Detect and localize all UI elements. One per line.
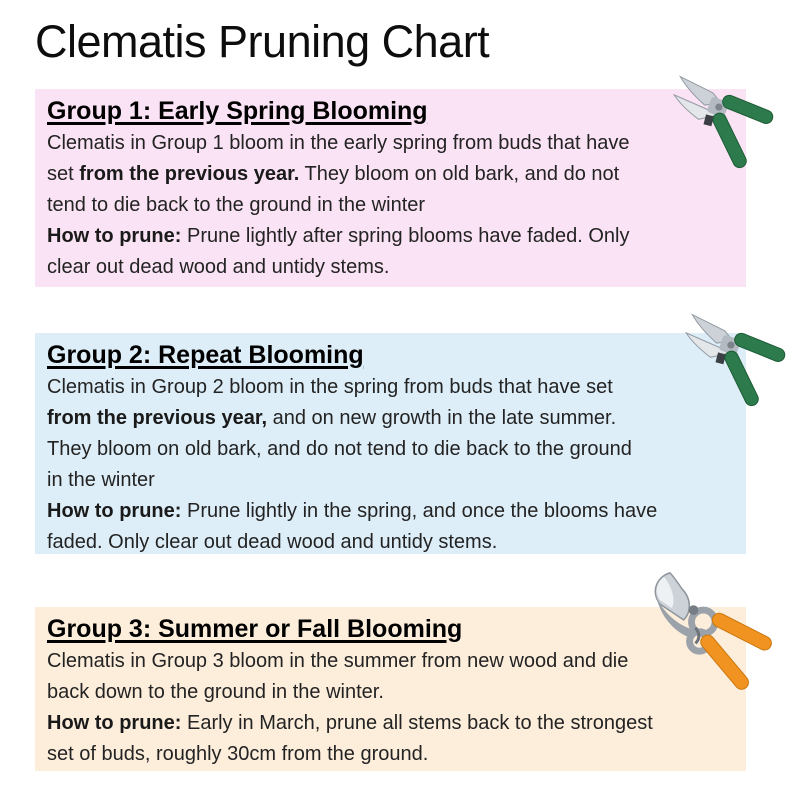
body-line: They bloom on old bark, and do not tend to die back to the ground bbox=[47, 438, 632, 460]
group-2-section bbox=[35, 333, 746, 554]
body-line: tend to die back to the ground in the winter bbox=[47, 194, 426, 216]
group-1-section bbox=[35, 89, 746, 287]
body-line: How to prune: Prune lightly in the spring, and once the blooms have bbox=[47, 500, 658, 522]
group-2-heading: Group 2: Repeat Blooming bbox=[47, 341, 364, 369]
body-line: How to prune: Early in March, prune all stems back to the strongest bbox=[47, 712, 653, 734]
body-line: clear out dead wood and untidy stems. bbox=[47, 256, 390, 278]
body-line: in the winter bbox=[47, 469, 155, 491]
group-1-heading: Group 1: Early Spring Blooming bbox=[47, 97, 428, 125]
body-line: Clematis in Group 1 bloom in the early spring from buds that have bbox=[47, 132, 630, 154]
body-line: faded. Only clear out dead wood and untidy stems. bbox=[47, 531, 498, 553]
body-line: from the previous year, and on new growth in the late summer. bbox=[47, 407, 617, 429]
body-line: Clematis in Group 2 bloom in the spring from buds that have set bbox=[47, 376, 613, 398]
body-line: Clematis in Group 3 bloom in the summer from new wood and die bbox=[47, 650, 629, 672]
body-line: set of buds, roughly 30cm from the ground. bbox=[47, 743, 429, 765]
group-3-heading: Group 3: Summer or Fall Blooming bbox=[47, 615, 463, 643]
body-line: How to prune: Prune lightly after spring blooms have faded. Only bbox=[47, 225, 630, 247]
body-line: back down to the ground in the winter. bbox=[47, 681, 384, 703]
body-line: set from the previous year. They bloom on old bark, and do not bbox=[47, 163, 620, 185]
group-3-section bbox=[35, 607, 746, 771]
page-title: Clematis Pruning Chart bbox=[35, 16, 490, 67]
